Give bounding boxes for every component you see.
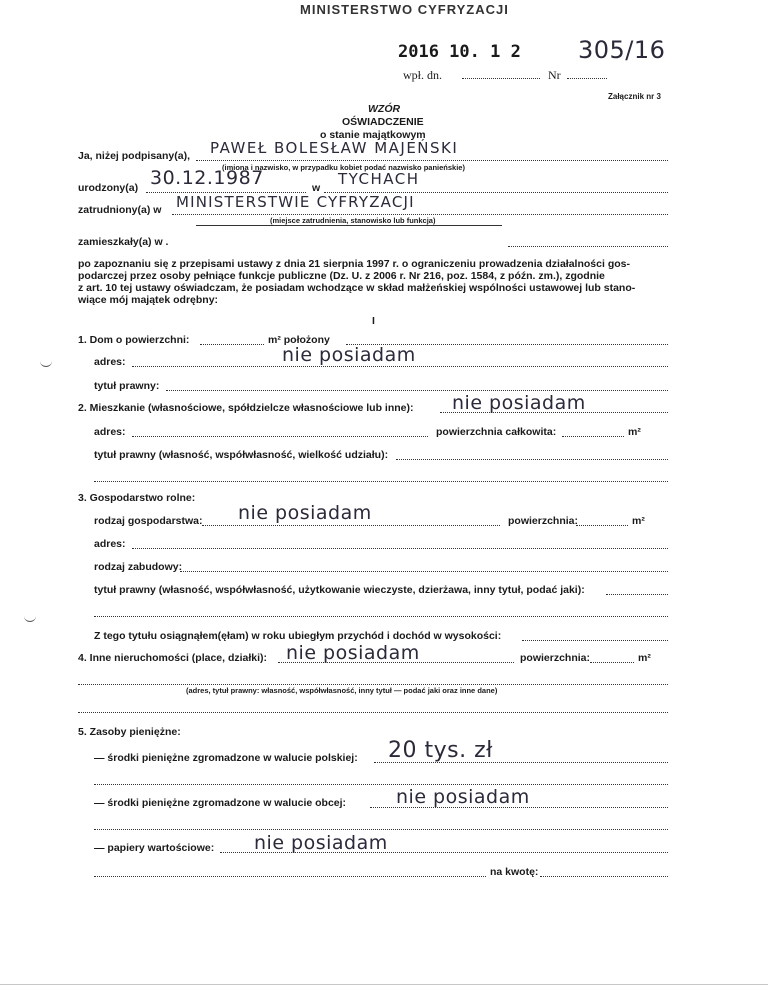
residence-label: zamieszkały(a) w . bbox=[78, 236, 169, 248]
page-bottom-rule bbox=[0, 984, 768, 985]
other-property-hint: (adres, tytuł prawny: własność, współwłasność, inny tytuł — podać jaki oraz inne dane) bbox=[186, 686, 498, 695]
other-property-answer: nie posiadam bbox=[286, 642, 420, 664]
house-label: 1. Dom o powierzchni: bbox=[78, 334, 190, 346]
employer: MINISTERSTWIE CYFRYZACJI bbox=[176, 193, 415, 211]
farm-unit: m² bbox=[632, 515, 645, 527]
farm-income-label: Z tego tytułu osiągnąłem(ęłam) w roku ubiegłym przychód i dochód w wysokości: bbox=[94, 630, 502, 642]
employed-underline bbox=[196, 225, 502, 226]
born-in-label: w bbox=[312, 182, 321, 194]
other-property-area-line bbox=[590, 662, 634, 663]
intro-paragraph bbox=[78, 258, 678, 306]
other-property-area-label: powierzchnia: bbox=[520, 652, 591, 664]
farm-area-label: powierzchnia: bbox=[508, 515, 579, 527]
apartment-title-line bbox=[396, 459, 668, 460]
received-label: wpł. dn. bbox=[403, 68, 442, 82]
house-title-label: tytuł prawny: bbox=[94, 380, 160, 392]
cash-foreign-label: — środki pieniężne zgromadzone w walucie obcej: bbox=[94, 797, 347, 809]
other-property-unit: m² bbox=[638, 652, 651, 664]
cash-pln-label: — środki pieniężne zgromadzone w walucie polskiej: bbox=[94, 752, 358, 764]
securities-amount-line bbox=[540, 876, 668, 877]
punch-mark bbox=[40, 360, 52, 367]
intro-line: wiące mój majątek odrębny: bbox=[78, 294, 219, 306]
apartment-answer: nie posiadam bbox=[452, 392, 586, 414]
apartment-area-line bbox=[562, 436, 624, 437]
apartment-title-label: tytuł prawny (własność, współwłasność, wielkość udziału): bbox=[94, 449, 389, 461]
farm-building-label: rodzaj zabudowy: bbox=[94, 561, 183, 573]
farm-type-label: rodzaj gospodarstwa: bbox=[94, 515, 203, 527]
apartment-label: 2. Mieszkanie (własnościowe, spółdzielcze własnościowe lub inne): bbox=[78, 402, 414, 414]
apartment-area-label: powierzchnia całkowita: bbox=[436, 426, 557, 438]
securities-label: — papiery wartościowe: bbox=[94, 842, 215, 854]
form-template-label: WZÓR bbox=[368, 103, 401, 115]
residence-line bbox=[508, 246, 668, 247]
farm-label: 3. Gospodarstwo rolne: bbox=[78, 492, 196, 504]
attachment-label: Załącznik nr 3 bbox=[608, 92, 661, 101]
employed-hint: (miejsce zatrudnienia, stanowisko lub funkcja) bbox=[270, 216, 436, 225]
signer-line bbox=[196, 160, 668, 161]
apartment-address-line bbox=[132, 436, 428, 437]
cash-foreign-extra-line bbox=[94, 829, 668, 830]
born-label: urodzony(a) bbox=[78, 182, 139, 194]
intro-line: po zapoznaniu się z przepisami ustawy z dnia 21 sierpnia 1997 r. o ograniczeniu prowadzenia działalności gos- bbox=[78, 258, 630, 270]
form-title: OŚWIADCZENIE bbox=[342, 116, 424, 128]
farm-building-line bbox=[180, 571, 668, 572]
house-unit: m² położony bbox=[268, 334, 330, 346]
cash-label: 5. Zasoby pieniężne: bbox=[78, 726, 181, 738]
securities-value: nie posiadam bbox=[254, 832, 388, 854]
farm-extra-line bbox=[94, 616, 668, 617]
born-place: TYCHACH bbox=[338, 170, 420, 188]
farm-type-line bbox=[202, 525, 500, 526]
apartment-extra-line bbox=[94, 481, 668, 482]
securities-amount-label: na kwotę: bbox=[490, 866, 539, 878]
received-line bbox=[462, 78, 540, 79]
number-line bbox=[567, 78, 607, 79]
house-address-line bbox=[132, 366, 668, 367]
securities-extra-line bbox=[94, 876, 486, 877]
form-subtitle: o stanie majątkowym bbox=[320, 129, 426, 141]
cash-pln-extra-line bbox=[94, 784, 668, 785]
section-number: I bbox=[372, 315, 375, 327]
intro-line: z art. 10 tej ustawy oświadczam, że posiadam wchodzące w skład małżeńskiej wspólności ustawowej lub stano- bbox=[78, 282, 636, 294]
received-stamp-date: 2016 10. 1 2 bbox=[398, 42, 521, 62]
other-property-label: 4. Inne nieruchomości (place, działki): bbox=[78, 652, 268, 664]
signer-name: PAWEŁ BOLESŁAW MAJEŃSKI bbox=[210, 139, 459, 157]
apartment-unit: m² bbox=[628, 426, 641, 438]
ministry-header: MINISTERSTWO CYFRYZACJI bbox=[300, 2, 509, 17]
farm-income-line bbox=[522, 640, 668, 641]
farm-area-line bbox=[576, 525, 628, 526]
signer-label: Ja, niżej podpisany(a), bbox=[78, 150, 191, 162]
punch-mark bbox=[24, 615, 36, 622]
farm-address-label: adres: bbox=[94, 538, 126, 550]
house-area-line bbox=[200, 344, 264, 345]
house-title-line bbox=[166, 390, 668, 391]
farm-title-label: tytuł prawny (własność, współwłasność, użytkowanie wieczyste, dzierżawa, inny tytuł, podać jaki): bbox=[94, 584, 585, 596]
cash-pln-value: 20 tys. zł bbox=[388, 738, 493, 763]
farm-title-line bbox=[606, 594, 668, 595]
registration-number: 305/16 bbox=[578, 36, 666, 64]
born-date: 30.12.1987 bbox=[150, 167, 264, 189]
cash-foreign-value: nie posiadam bbox=[396, 786, 530, 808]
other-property-extra-line bbox=[78, 684, 668, 685]
house-answer: nie posiadam bbox=[282, 344, 416, 366]
number-label: Nr bbox=[548, 68, 561, 82]
intro-line: podarczej przez osoby pełniące funkcje publiczne (Dz. U. z 2006 r. Nr 216, poz. 1584, z późn. zm.), zgodnie bbox=[78, 270, 605, 282]
farm-answer: nie posiadam bbox=[238, 502, 372, 524]
signer-hint: (imiona i nazwisko, w przypadku kobiet podać nazwisko panieńskie) bbox=[222, 163, 465, 172]
apartment-address-label: adres: bbox=[94, 426, 126, 438]
other-property-extra-line-2 bbox=[78, 712, 668, 713]
employed-label: zatrudniony(a) w bbox=[78, 204, 162, 216]
house-address-label: adres: bbox=[94, 356, 126, 368]
employed-line bbox=[172, 214, 668, 215]
farm-address-line bbox=[132, 548, 668, 549]
